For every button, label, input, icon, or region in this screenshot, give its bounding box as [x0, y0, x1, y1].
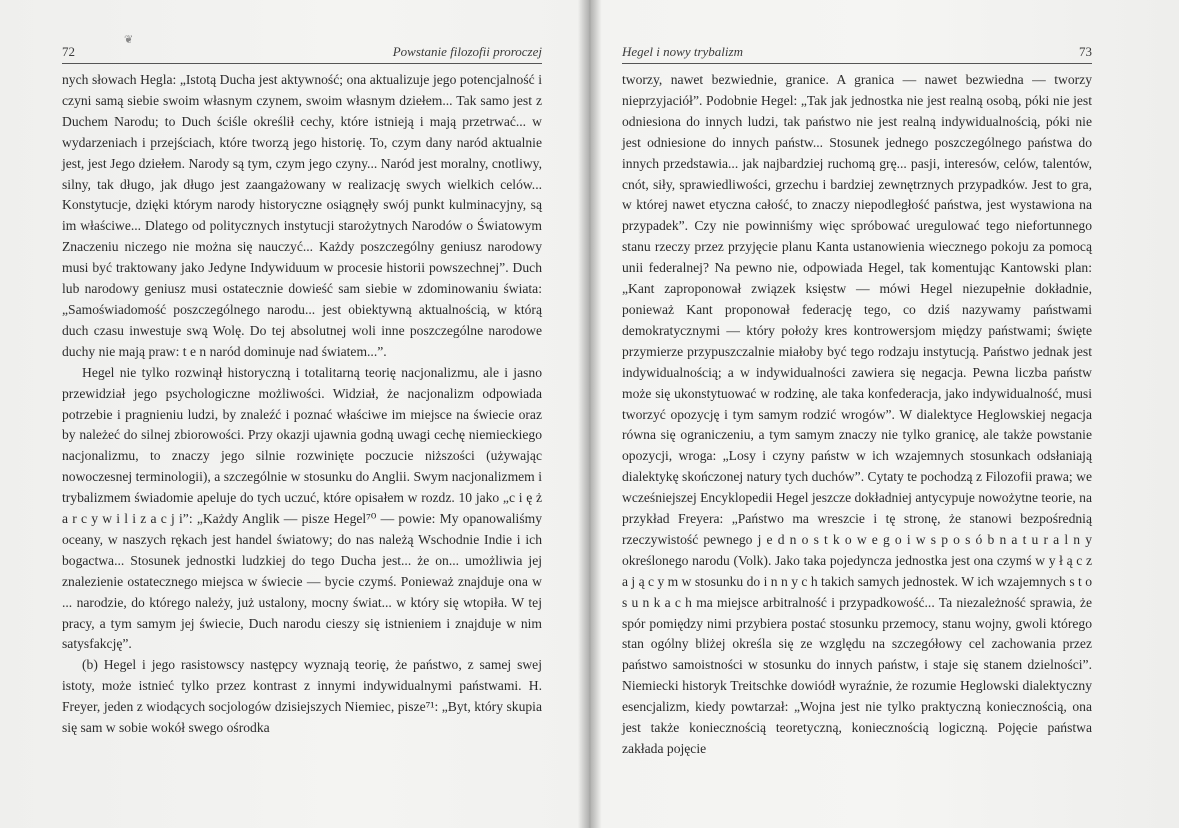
left-paragraph-2: Hegel nie tylko rozwinął historyczną i totalitarną teorię nacjonalizmu, ale i jasno przewidział jego psychologiczne możliwości. Widział, że nacjonalizm odpowiada potrzebie i pragnieniu ludzi, by znaleźć i poznać właściwe im miejsce na świecie oraz by należeć do silnej zbiorowości. Przy okazji ujawnia godną uwagi cechę niemieckiego nacjonalizmu, to znaczy jego silnie rozwinięte poczucie niższości (używając nowoczesnej terminologii), a szczególnie w stosunku do Anglii. Swym nacjonalizmem i trybalizmem świadomie apeluje do tych uczuć, które opisałem w rozdz. 10 jako „c i ę ż a r c y w i l i z a c j i”: „Każdy Anglik — pisze Hegel⁷⁰ — powie: My opanowaliśmy oceany, w naszych rękach jest handel światowy; do nas należą Wschodnie Indie i ich bogactwa... Stosunek jednostki ludzkiej do tego Ducha jest... że on... umożliwia jej znalezienie ostatecznego miejsca w świecie — bycie czymś. Ponieważ znajduje ona w ... narodzie, do którego należy, już ustalony, mocny świat... w który się wtopiła. W tej pracy, a tym samym jej świecie, Duch narodu cieszy się istnieniem i znajduje w nim satysfakcję”.	[62, 364, 542, 652]
left-header-rule	[62, 63, 542, 64]
right-page-number: 73	[1079, 44, 1092, 59]
ink-smudge-icon: ❦	[124, 34, 134, 46]
left-paragraph-1: nych słowach Hegla: „Istotą Ducha jest aktywność; ona aktualizuje jego potencjalność i czyni samą siebie swoim własnym czynem, swoim własnym dziełem... Tak samo jest z Duchem Narodu; to Duch ściśle określił cechy, które istnieją i mają przetrwać... w wydarzeniach i przejściach, które tworzą jego historię. To, czym dany naród aktualnie jest, jest Jego dziełem. Narody są tym, czym jego czyny... Naród jest moralny, cnotliwy, silny, tak długo, jak długo jest zaangażowany w realizację swych wielkich celów... Konstytucje, dzięki którym narody historyczne osiągnęły swój punkt kulminacyjny, są im właściwe... Dlatego od politycznych instytucji starożytnych Narodów o Światowym Znaczeniu niczego nie można się nauczyć... Każdy poszczególny geniusz narodowy musi być traktowany jako Jedyne Indywiduum w procesie historii powszechnej”. Duch lub narodowy geniusz musi ostatecznie dowieść sam siebie w zdominowaniu świata: „Samoświadomość poszczególnego narodu... jest obiektywną aktualnością, w którą duch czasu inwestuje swą Wolę. Do tej absolutnej woli inne poszczególne narodowe duchy nie mają praw: t e n naród dominuje nad światem...”.	[62, 72, 542, 359]
right-paragraph-1: tworzy, nawet bezwiednie, granice. A granica — nawet bezwiedna — tworzy nieprzyjaciół”. Podobnie Hegel: „Tak jak jednostka nie jest realną osobą, póki nie jest odniesiona do innych ludzi, tak państwo nie jest realną indywidualnością, póki nie jest odniesione do innych państw... Stosunek jednego poszczególnego państwa do innych przedstawia... jak najbardziej ruchomą grę... pasji, interesów, celów, talentów, cnót, siły, sprawiedliwości, grzechu i bardziej zewnętrznych przypadków. Jest to gra, w której nawet etyczna całość, to znaczy niepodległość państwa, jest wystawiona na przypadek”. Czy nie powinniśmy więc spróbować uregulować tego niefortunnego stanu rzeczy przez przyjęcie planu Kanta ustanowienia wiecznego pokoju za pomocą unii federalnej? Na pewno nie, odpowiada Hegel, tak komentując Kantowski plan: „Kant zaproponował związek księstw — mówi Hegel niezupełnie dokładnie, ponieważ Kant proponował federację tego, co dziś nazywamy państwami demokratycznymi — który położy kres kontrowersjom między państwami; święte przymierze przypuszczalnie miałoby być tego rodzaju instytucją. Państwo jednak jest indywidualnością; a w indywidualności zawiera się negacja. Pewna liczba państw może się ukonstytuować w rodzinę, ale taka konfederacja, jako indywidualność, musi tworzyć opozycję i tym samym rodzić wrogów”. W dialektyce Heglowskiej negacja równa się ograniczeniu, a tym samym znaczy nie tylko granicę, ale także powstanie opozycji, wroga: „Losy i czyny państw w ich wzajemnych stosunkach odsłaniają dialektykę skończonej natury tych duchów”. Cytaty te pochodzą z Filozofii prawa; we wcześniejszej Encyklopedii Hegel jeszcze dokładniej antycypuje nowożytne teorie, na przykład Freyera: „Państwo ma wreszcie i tę stronę, że stanowi bezpośrednią rzeczywistość pewnego j e d n o s t k o w e g o i w s p o s ó b n a t u r a l n y określonego narodu (Volk). Jako taka pojedyncza jednostka jest ona czymś w y ł ą c z a j ą c y m w stosunku do i n n y c h takich samych jednostek. W ich wzajemnych s t o s u n k a c h ma miejsce arbitralność i przypadkowość... Ta niezależność sprawia, że spór pomiędzy nimi przybiera postać stosunku przemocy, stanu wojny, gwoli którego stan ogólny bliżej określa się ze względu na szczegółowy cel zachowania przez państwo samoistności w stosunku do innych państw, i staje się stanem dzielności”. Niemiecki historyk Treitschke dowiódł wyraźnie, że rozumie Heglowski dialektyczny esencjalizm, kiedy powtarzał: „Wojna jest nie tylko praktyczną koniecznością, ona jest także koniecznością teoretyczną, koniecznością logiczną. Pojęcie państwa zakłada pojęcie	[622, 72, 1092, 756]
left-running-title: Powstanie filozofii proroczej	[392, 44, 542, 59]
left-body-text	[62, 70, 542, 739]
left-running-head	[62, 42, 542, 62]
left-page-number: 72	[62, 44, 75, 59]
right-running-title: Hegel i nowy trybalizm	[622, 44, 743, 59]
right-page	[590, 0, 1179, 828]
left-paragraph-3: (b) Hegel i jego rasistowscy następcy wyznają teorię, że państwo, z samej swej istoty, może istnieć tylko przez kontrast z innymi indywidualnymi państwami. H. Freyer, jeden z wiodących socjologów dzisiejszych Niemiec, pisze⁷¹: „Byt, który skupia się sam w sobie wokół swego ośrodka	[62, 657, 542, 736]
right-body-text	[622, 70, 1092, 760]
right-header-rule	[622, 63, 1092, 64]
right-running-head	[622, 42, 1092, 62]
